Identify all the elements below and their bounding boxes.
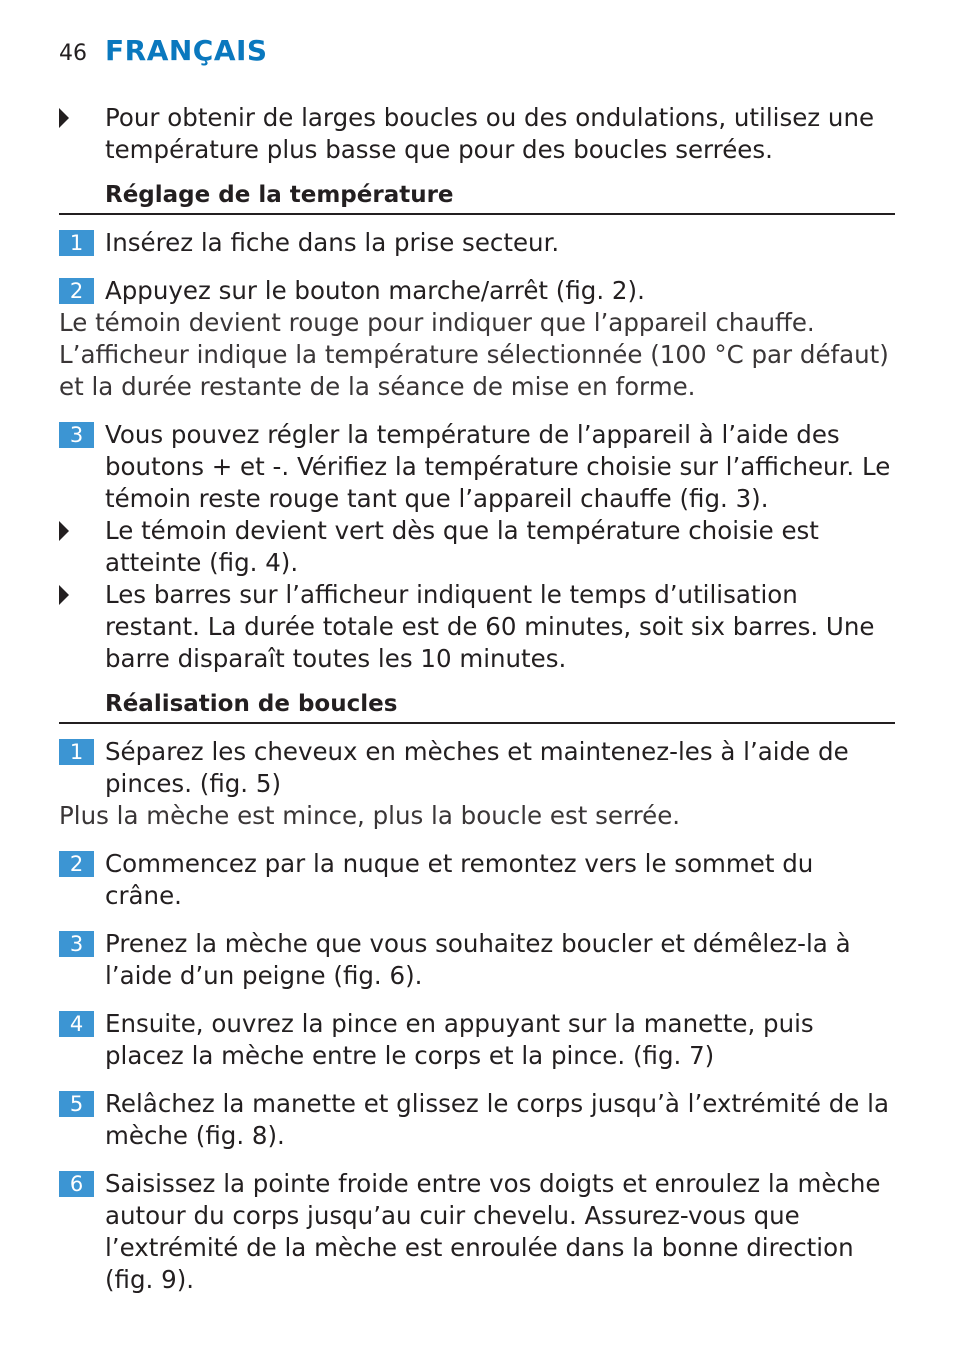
step-number-badge: 1 (59, 739, 94, 765)
bullet-text: Les barres sur l’afficheur indiquent le temps d’utilisation restant. La durée totale est de 60 minutes, soit six barres. Une barre disparaît toutes les 10 minutes. (105, 580, 875, 673)
step-text: Saisissez la pointe froide entre vos doigts et enroulez la mèche autour du corps jusqu’au cuir chevelu. Assurez-vous que l’extrémité de la mèche est enroulée dans la bonne direction (fig. 9). (105, 1169, 881, 1294)
step-text: Insérez la fiche dans la prise secteur. (105, 228, 560, 257)
step-number-badge: 6 (59, 1171, 94, 1197)
bullet-text: Pour obtenir de larges boucles ou des ondulations, utilisez une température plus basse que pour des boucles serrées. (105, 103, 875, 164)
bullet-item (59, 579, 895, 675)
step-number-badge: 3 (59, 931, 94, 957)
step-item (59, 419, 895, 515)
step-number-badge: 3 (59, 422, 94, 448)
bullet-item (59, 515, 895, 579)
step-number-badge: 5 (59, 1091, 94, 1117)
step-text: Séparez les cheveux en mèches et maintenez-les à l’aide de pinces. (fig. 5) (105, 737, 849, 798)
page-number: 46 (59, 41, 87, 66)
step-item (59, 1168, 895, 1296)
step-text: Prenez la mèche que vous souhaitez boucler et démêlez-la à l’aide d’un peigne (fig. 6). (105, 929, 851, 990)
step-item (59, 736, 895, 800)
step-note: Plus la mèche est mince, plus la boucle est serrée. (59, 801, 681, 830)
step-number-badge: 1 (59, 230, 94, 256)
step-text: Appuyez sur le bouton marche/arrêt (fig. 2). (105, 276, 645, 305)
bullet-text: Le témoin devient vert dès que la température choisie est atteinte (fig. 4). (105, 516, 819, 577)
step-item (59, 848, 895, 912)
step-item (59, 1088, 895, 1152)
step-number-badge: 4 (59, 1011, 94, 1037)
page-content (59, 102, 895, 1296)
intro-bullet (59, 102, 895, 166)
step-item (59, 275, 895, 307)
step-item (59, 1008, 895, 1072)
step-text: Ensuite, ouvrez la pince en appuyant sur la manette, puis placez la mèche entre le corps et la pince. (fig. 7) (105, 1009, 814, 1070)
bullet-marker-icon (59, 108, 69, 128)
step-text: Relâchez la manette et glissez le corps jusqu’à l’extrémité de la mèche (fig. 8). (105, 1089, 889, 1150)
step-item (59, 227, 895, 259)
bullet-marker-icon (59, 585, 69, 605)
step-number-badge: 2 (59, 278, 94, 304)
step-text: Commencez par la nuque et remontez vers le sommet du crâne. (105, 849, 814, 910)
bullet-marker-icon (59, 521, 69, 541)
step-note: Le témoin devient rouge pour indiquer que l’appareil chauffe. L’afficheur indique la température sélectionnée (100 °C par défaut) et la durée restante de la séance de mise en forme. (59, 308, 889, 401)
step-item (59, 928, 895, 992)
step-number-badge: 2 (59, 851, 94, 877)
step-text: Vous pouvez régler la température de l’appareil à l’aide des boutons + et -. Vérifiez la température choisie sur l’afficheur. Le témoin reste rouge tant que l’appareil chauffe (fig. 3). (105, 420, 891, 513)
page-header (59, 34, 268, 74)
language-title: FRANÇAIS (105, 34, 268, 67)
section-title-temperature: Réglage de la température (59, 180, 895, 215)
section-title-curls: Réalisation de boucles (59, 689, 895, 724)
